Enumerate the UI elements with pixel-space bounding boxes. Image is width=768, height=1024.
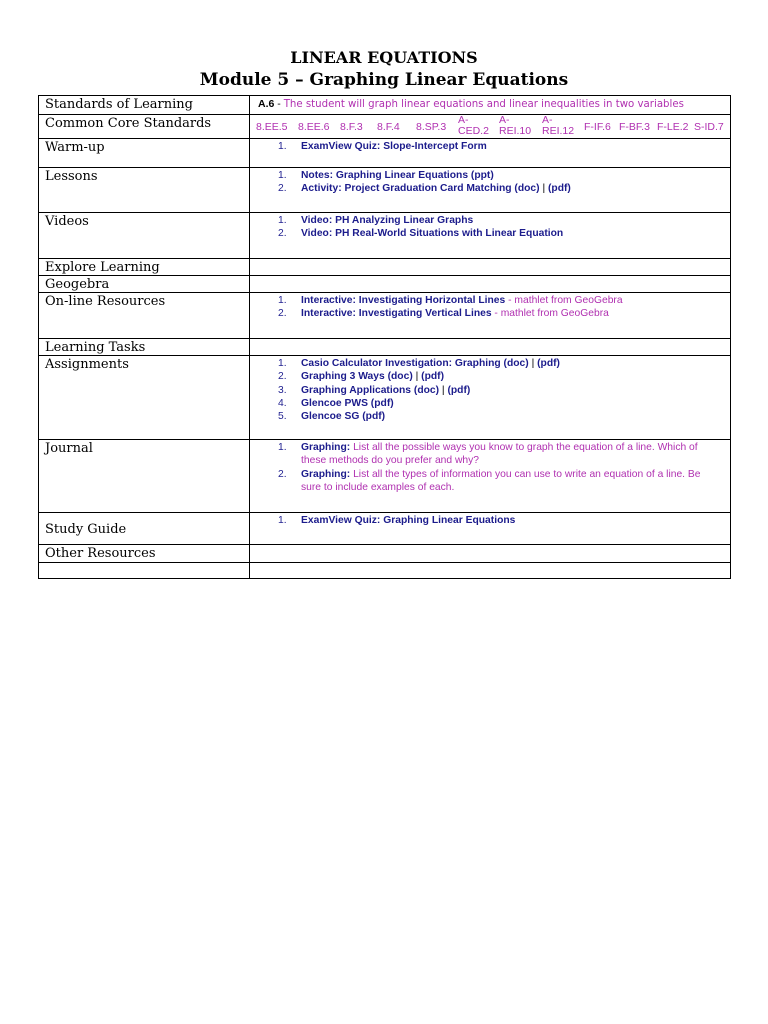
link-separator: | bbox=[539, 183, 548, 195]
list-item: 1. ExamView Quiz: Graphing Linear Equations bbox=[278, 515, 516, 526]
sol-code: A.6 bbox=[258, 98, 275, 110]
cc-code: F-IF.6 bbox=[584, 121, 611, 133]
list-item: 2. Video: PH Real-World Situations with Linear Equation bbox=[278, 228, 564, 240]
row-label: Videos bbox=[39, 213, 250, 259]
row-label: Explore Learning bbox=[39, 259, 250, 276]
row-assignments bbox=[39, 356, 731, 440]
row-label: Warm-up bbox=[39, 139, 250, 168]
videos-list bbox=[250, 214, 730, 241]
list-item: 1. Notes: Graphing Linear Equations (ppt) bbox=[278, 170, 494, 181]
cc-code-split: A- REI.12 bbox=[542, 114, 575, 137]
row-label: Other Resources bbox=[39, 545, 250, 563]
row-label: Journal bbox=[39, 440, 250, 513]
resource-link[interactable]: Glencoe PWS (pdf) bbox=[301, 397, 394, 409]
journal-prompt: List all the types of information you can use to write an equation of a line. Be sure to include examples of each. bbox=[301, 468, 701, 493]
online-resources-list bbox=[250, 294, 730, 321]
row-online-resources bbox=[39, 293, 731, 339]
resource-link[interactable]: Video: PH Real-World Situations with Linear Equation bbox=[301, 228, 564, 240]
row-standards-of-learning bbox=[39, 96, 731, 115]
row-label: On-line Resources bbox=[39, 293, 250, 339]
module-table bbox=[38, 95, 731, 579]
resource-link[interactable]: Graphing 3 Ways (doc) bbox=[301, 371, 413, 383]
resource-link[interactable]: ExamView Quiz: Slope-Intercept Form bbox=[301, 141, 487, 152]
row-study-guide bbox=[39, 513, 731, 545]
resource-link[interactable]: Notes: Graphing Linear Equations (ppt) bbox=[301, 170, 494, 181]
row-videos bbox=[39, 213, 731, 259]
study-guide-list bbox=[250, 514, 730, 527]
resource-link[interactable]: Interactive: Investigating Vertical Lines bbox=[301, 308, 492, 320]
resource-link[interactable]: Video: PH Analyzing Linear Graphs bbox=[301, 215, 474, 226]
row-other-resources bbox=[39, 545, 731, 563]
row-warm-up bbox=[39, 139, 731, 168]
row-explore-learning bbox=[39, 259, 731, 276]
list-item: 5. Glencoe SG (pdf) bbox=[278, 411, 386, 423]
row-label: Geogebra bbox=[39, 276, 250, 293]
resource-link[interactable]: Interactive: Investigating Horizontal Lines bbox=[301, 295, 506, 306]
list-item: 2. Activity: Project Graduation Card Matching (doc) | (pdf) bbox=[278, 183, 571, 195]
assignments-list bbox=[250, 357, 730, 423]
cc-code: F-BF.3 bbox=[619, 121, 650, 133]
list-item: 2. Interactive: Investigating Vertical Lines - mathlet from GeoGebra bbox=[278, 308, 609, 320]
resource-link[interactable]: (pdf) bbox=[447, 384, 471, 396]
list-item: 3. Graphing Applications (doc) | (pdf) bbox=[278, 384, 471, 396]
row-label: Lessons bbox=[39, 168, 250, 213]
row-empty bbox=[39, 563, 731, 579]
link-separator: | bbox=[412, 371, 422, 383]
common-core-codes bbox=[250, 115, 730, 137]
link-separator: | bbox=[439, 384, 448, 396]
sol-text: The student will graph linear equations and linear inequalities in two variables bbox=[283, 99, 684, 110]
resource-link[interactable]: (pdf) bbox=[421, 371, 445, 383]
journal-list bbox=[250, 441, 730, 494]
list-item: 1. Graphing: List all the possible ways you know to graph the equation of a line. Which of these methods do you prefer and why? bbox=[278, 442, 698, 467]
row-journal bbox=[39, 440, 731, 513]
cc-code: 8.SP.3 bbox=[416, 121, 447, 133]
resource-note: - mathlet from GeoGebra bbox=[491, 308, 609, 320]
journal-prompt: List all the possible ways you know to graph the equation of a line. Which of these methods do you prefer and why? bbox=[301, 442, 698, 467]
cc-code-split: A- REI.10 bbox=[499, 114, 532, 137]
cc-code: 8.EE.6 bbox=[298, 121, 330, 133]
list-item: 2. Graphing: List all the types of information you can use to write an equation of a line. Be sure to include examples of each. bbox=[278, 468, 701, 493]
cc-code: F-LE.2 bbox=[657, 121, 689, 133]
cc-code-split: A- CED.2 bbox=[458, 114, 489, 137]
row-label: Common Core Standards bbox=[39, 115, 250, 139]
row-geogebra bbox=[39, 276, 731, 293]
list-item: 1. Casio Calculator Investigation: Graphing (doc) | (pdf) bbox=[278, 358, 560, 369]
sol-separator: - bbox=[274, 98, 284, 110]
row-label: Assignments bbox=[39, 356, 250, 440]
row-label: Learning Tasks bbox=[39, 339, 250, 356]
list-item: 1. Interactive: Investigating Horizontal Lines - mathlet from GeoGebra bbox=[278, 295, 623, 306]
row-label: Study Guide bbox=[39, 513, 250, 545]
list-item: 1. Video: PH Analyzing Linear Graphs bbox=[278, 215, 474, 226]
row-lessons bbox=[39, 168, 731, 213]
row-common-core bbox=[39, 115, 731, 139]
resource-link[interactable]: Graphing Applications (doc) bbox=[301, 384, 440, 396]
document-title: LINEAR EQUATIONS bbox=[290, 48, 478, 67]
lessons-list bbox=[250, 169, 730, 196]
cc-code: 8.F.3 bbox=[340, 121, 363, 133]
resource-link[interactable]: Graphing: bbox=[301, 442, 351, 453]
resource-link[interactable]: Casio Calculator Investigation: Graphing (doc) bbox=[301, 358, 529, 369]
resource-link[interactable]: (pdf) bbox=[537, 358, 560, 369]
list-item: 2. Graphing 3 Ways (doc) | (pdf) bbox=[278, 371, 445, 383]
document-subtitle: Module 5 – Graphing Linear Equations bbox=[199, 70, 569, 90]
warm-up-list bbox=[250, 140, 730, 153]
resource-link[interactable]: Activity: Project Graduation Card Matching (doc) bbox=[301, 183, 540, 195]
resource-link[interactable]: (pdf) bbox=[547, 183, 571, 195]
list-item: 1. ExamView Quiz: Slope-Intercept Form bbox=[278, 141, 487, 152]
row-label: Standards of Learning bbox=[39, 96, 250, 115]
cc-code: 8.EE.5 bbox=[256, 121, 288, 133]
resource-link[interactable]: Graphing: bbox=[301, 468, 351, 480]
cc-code: 8.F.4 bbox=[377, 121, 400, 133]
resource-note: - mathlet from GeoGebra bbox=[505, 295, 623, 306]
resource-link[interactable]: ExamView Quiz: Graphing Linear Equations bbox=[301, 515, 516, 526]
list-item: 4. Glencoe PWS (pdf) bbox=[278, 397, 394, 409]
resource-link[interactable]: Glencoe SG (pdf) bbox=[301, 411, 386, 423]
row-learning-tasks bbox=[39, 339, 731, 356]
link-separator: | bbox=[528, 358, 538, 369]
cc-code: S-ID.7 bbox=[694, 121, 724, 133]
